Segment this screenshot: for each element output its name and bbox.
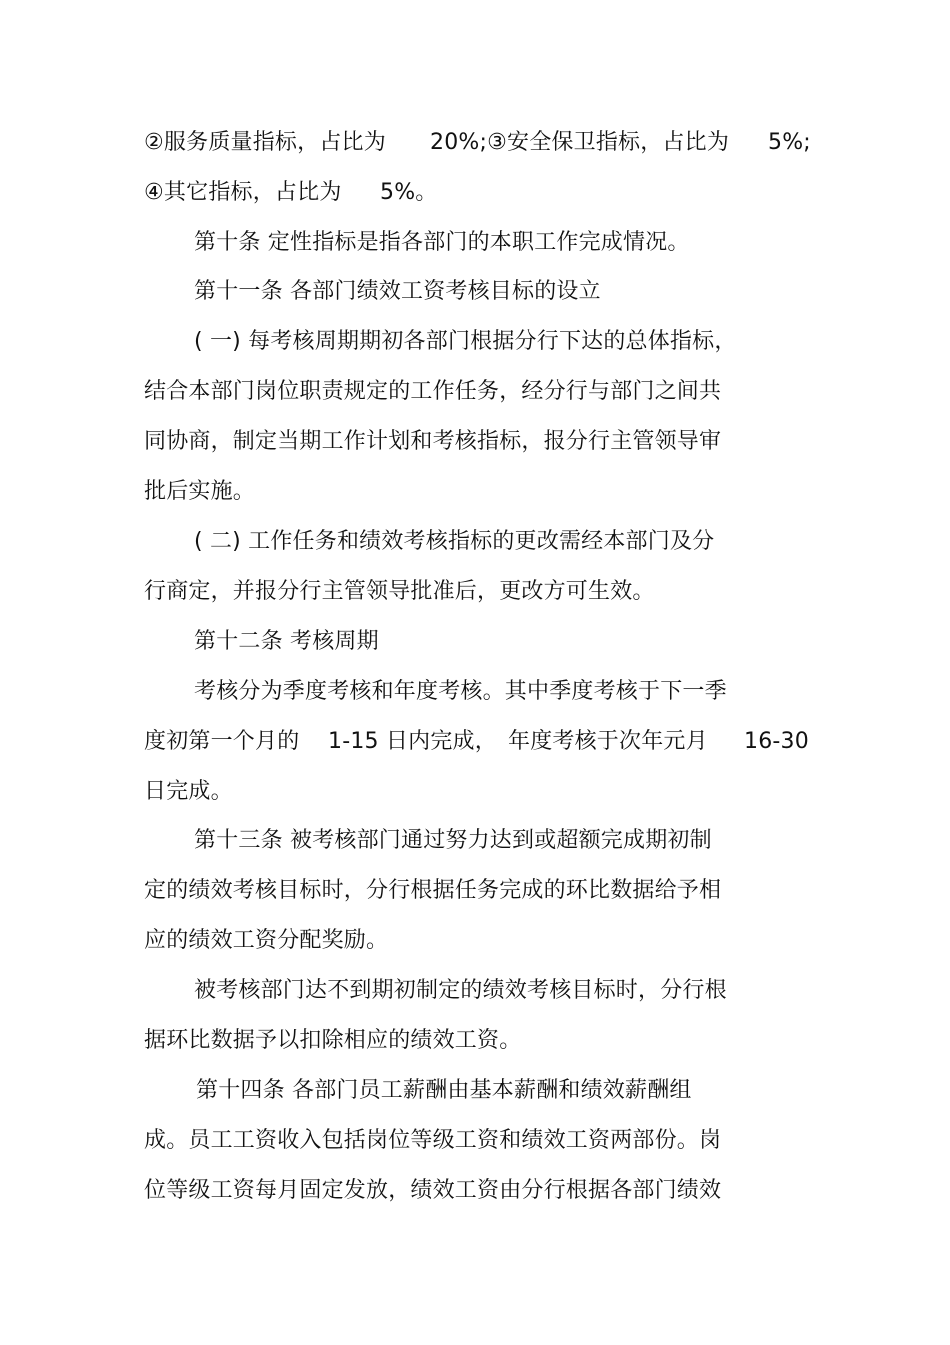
article-12-heading: 第十二条 考核周期: [194, 629, 379, 654]
article-11-heading: 第十一条 各部门绩效工资考核目标的设立: [194, 279, 601, 304]
text-line: 批后实施。: [144, 479, 256, 504]
text-line: ( 二) 工作任务和绩效考核指标的更改需经本部门及分: [194, 529, 715, 554]
text-segment: 1-15 日内完成，: [328, 729, 497, 754]
text-segment: ④其它指标，占比为: [144, 180, 342, 205]
text-segment: 20%;③安全保卫指标，占比为: [430, 130, 730, 155]
article-14: 第十四条 各部门员工薪酬由基本薪酬和绩效薪酬组: [196, 1078, 692, 1103]
text-line: 行商定，并报分行主管领导批准后，更改方可生效。: [144, 579, 655, 604]
text-line: 同协商，制定当期工作计划和考核指标，报分行主管领导审: [144, 429, 722, 454]
text-line: 日完成。: [144, 779, 233, 804]
text-segment: 5%;: [768, 130, 811, 155]
article-13: 第十三条 被考核部门通过努力达到或超额完成期初制: [194, 828, 712, 853]
text-line: 被考核部门达不到期初制定的绩效考核目标时，分行根: [194, 978, 727, 1003]
text-segment: 年度考核于次年元月: [508, 729, 708, 754]
text-line: 考核分为季度考核和年度考核。其中季度考核于下一季: [194, 679, 727, 704]
text-line: 成。员工工资收入包括岗位等级工资和绩效工资两部份。岗: [144, 1128, 722, 1153]
article-10: 第十条 定性指标是指各部门的本职工作完成情况。: [194, 230, 690, 255]
text-segment: 16-30: [744, 729, 809, 754]
text-line: 定的绩效考核目标时，分行根据任务完成的环比数据给予相: [144, 878, 722, 903]
text-line: 据环比数据予以扣除相应的绩效工资。: [144, 1028, 522, 1053]
text-line: 应的绩效工资分配奖励。: [144, 928, 389, 953]
text-line: 位等级工资每月固定发放，绩效工资由分行根据各部门绩效: [144, 1178, 722, 1203]
text-segment: 5%。: [380, 180, 438, 205]
text-line: 结合本部门岗位职责规定的工作任务，经分行与部门之间共: [144, 379, 722, 404]
text-line: ( 一) 每考核周期期初各部门根据分行下达的总体指标，: [194, 329, 737, 354]
text-segment: 度初第一个月的: [144, 729, 300, 754]
text-segment: ②服务质量指标，占比为: [144, 130, 386, 155]
